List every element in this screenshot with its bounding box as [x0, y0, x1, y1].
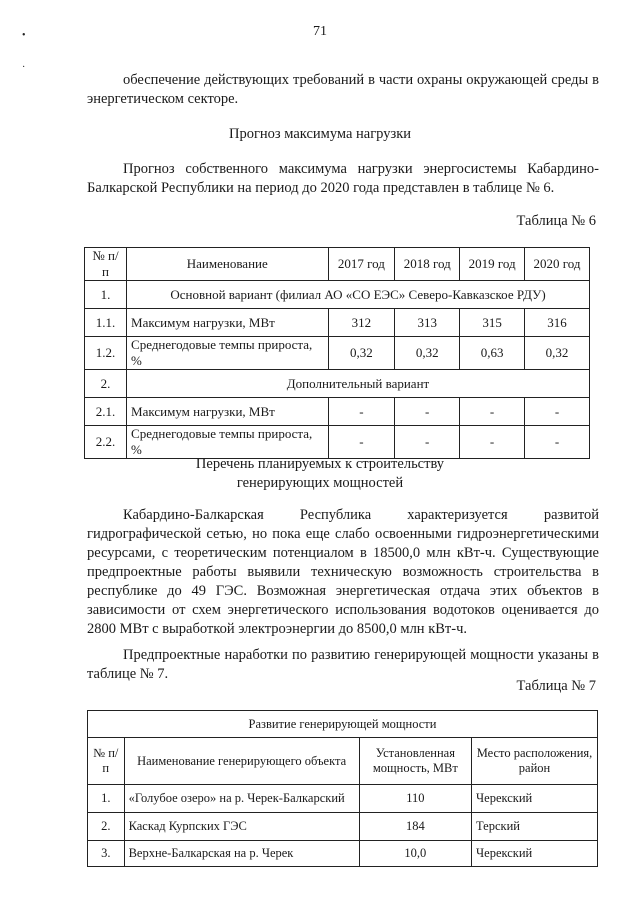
header-cell: 2017 год — [328, 248, 395, 281]
value-cell: 315 — [460, 309, 525, 337]
table-header-row — [85, 248, 590, 281]
generating-capacity-table — [87, 710, 598, 867]
row-name: Максимум нагрузки, МВт — [127, 398, 328, 426]
value-cell: 0,63 — [460, 337, 525, 370]
header-cell: № п/п — [85, 248, 127, 281]
row-number: 1.1. — [85, 309, 127, 337]
location: Черекский — [472, 785, 598, 813]
value-cell: 0,32 — [328, 337, 395, 370]
scan-mark: • — [22, 30, 26, 41]
row-number: 1. — [85, 281, 127, 309]
object-name: Верхне-Балкарская на р. Черек — [124, 841, 359, 867]
value-cell: - — [525, 426, 590, 459]
value-cell: 0,32 — [395, 337, 460, 370]
location: Терский — [472, 813, 598, 841]
capacity-value: 10,0 — [359, 841, 471, 867]
table-section-row — [85, 370, 590, 398]
header-cell: 2019 год — [460, 248, 525, 281]
value-cell: - — [395, 426, 460, 459]
table-title: Развитие генерирующей мощности — [88, 711, 598, 738]
table-row — [88, 785, 598, 813]
row-number: 2. — [88, 813, 125, 841]
heading-line: генерирующих мощностей — [236, 475, 404, 491]
section-heading-planned-capacity — [0, 455, 640, 493]
table6-caption: Таблица № 6 — [516, 213, 596, 229]
table7-caption: Таблица № 7 — [516, 678, 596, 694]
header-cell: 2018 год — [395, 248, 460, 281]
row-number: 3. — [88, 841, 125, 867]
table-row — [85, 426, 590, 459]
table-row — [85, 337, 590, 370]
table7-reference-paragraph: Предпроектные наработки по развитию генерирующей мощности указаны в таблице № 7. — [87, 647, 599, 682]
value-cell: - — [460, 426, 525, 459]
section-heading-load-forecast: Прогноз максимума нагрузки — [228, 126, 412, 142]
header-cell: № п/п — [88, 738, 125, 785]
row-name: Максимум нагрузки, МВт — [127, 309, 328, 337]
table-row — [88, 841, 598, 867]
table-row — [85, 309, 590, 337]
object-name: Каскад Курпских ГЭС — [124, 813, 359, 841]
section-title: Дополнительный вариант — [127, 370, 590, 398]
value-cell: - — [525, 398, 590, 426]
capacity-value: 110 — [359, 785, 471, 813]
row-name: Среднегодовые темпы прироста, % — [127, 426, 328, 459]
hydro-resources-paragraph: Кабардино-Балкарская Республика характеризуется развитой гидрографической сетью, но пока еще слабо освоенными гидроэнергетическими ресурсами, с теоретическим потенциалом в 18500,0 млн кВт-ч. Существующие предпроектные работы выявили техническую возможность строительства в республике до 49 ГЭС. Возможная энергетическая отдача этих объектов в зависимости от схем энергетического использования водотоков оценивается до 2800 МВт с выработкой электроэнергии до 8500,0 млн кВт-ч. — [87, 507, 599, 637]
load-forecast-paragraph: Прогноз собственного максимума нагрузки энергосистемы Кабардино-Балкарской Республики на период до 2020 года представлен в таблице № 6. — [87, 161, 599, 196]
header-cell: Установленная мощность, МВт — [359, 738, 471, 785]
intro-paragraph: обеспечение действующих требований в части охраны окружающей среды в энергетическом секторе. — [87, 72, 599, 107]
value-cell: - — [328, 426, 395, 459]
section-title: Основной вариант (филиал АО «СО ЕЭС» Северо-Кавказское РДУ) — [127, 281, 590, 309]
page-number: 71 — [313, 24, 327, 39]
value-cell: 0,32 — [525, 337, 590, 370]
load-forecast-table — [84, 247, 590, 459]
value-cell: 312 — [328, 309, 395, 337]
row-number: 1.2. — [85, 337, 127, 370]
row-number: 2.2. — [85, 426, 127, 459]
value-cell: - — [328, 398, 395, 426]
header-cell: Место расположения, район — [472, 738, 598, 785]
table-header-row — [88, 738, 598, 785]
value-cell: - — [395, 398, 460, 426]
row-number: 2.1. — [85, 398, 127, 426]
object-name: «Голубое озеро» на р. Черек-Балкарский — [124, 785, 359, 813]
table-row — [88, 813, 598, 841]
table-title-row — [88, 711, 598, 738]
header-cell: Наименование генерирующего объекта — [124, 738, 359, 785]
value-cell: 316 — [525, 309, 590, 337]
row-name: Среднегодовые темпы прироста, % — [127, 337, 328, 370]
scan-mark: · — [22, 62, 26, 73]
row-number: 1. — [88, 785, 125, 813]
table-section-row — [85, 281, 590, 309]
header-cell: Наименование — [127, 248, 328, 281]
table-row — [85, 398, 590, 426]
row-number: 2. — [85, 370, 127, 398]
value-cell: - — [460, 398, 525, 426]
location: Черекский — [472, 841, 598, 867]
heading-line: Перечень планируемых к строительству — [195, 456, 445, 472]
header-cell: 2020 год — [525, 248, 590, 281]
capacity-value: 184 — [359, 813, 471, 841]
value-cell: 313 — [395, 309, 460, 337]
